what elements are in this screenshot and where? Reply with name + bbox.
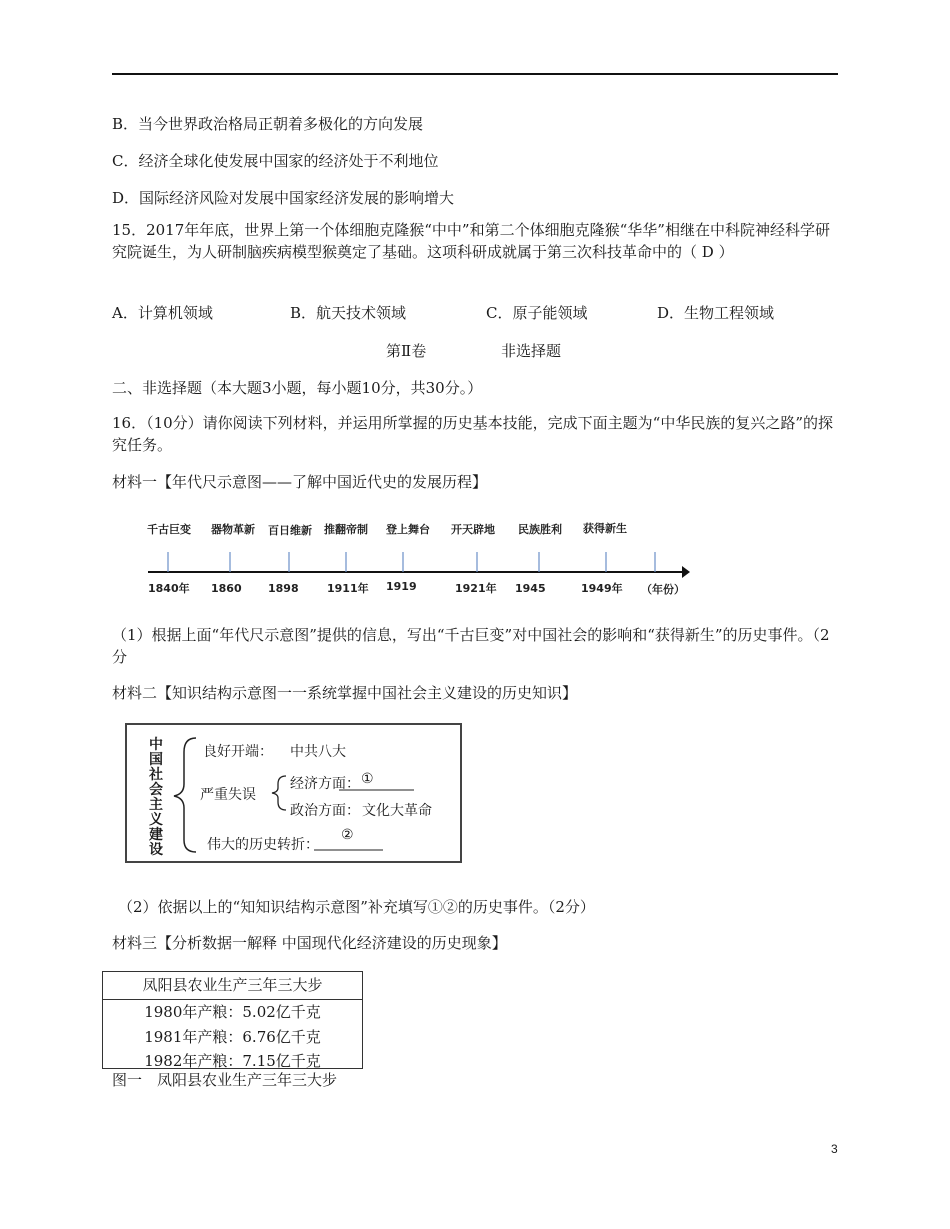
timeline-label: 百日维新	[268, 524, 312, 537]
material-3-heading: 材料三【分析数据一解释 中国现代化经济建设的历史现象】	[112, 934, 507, 952]
timeline-label: 器物革新	[211, 523, 255, 536]
timeline-year: 1921年	[455, 582, 497, 595]
timeline-label: 推翻帝制	[324, 523, 368, 536]
option-b: B．当今世界政治格局正朝着多极化的方向发展	[112, 115, 424, 133]
sub-question-2: （2）依据以上的“知知识结构示意图”补充填写①②的历史事件。（2分）	[118, 898, 595, 916]
volume-title: 非选择题	[501, 342, 562, 360]
good-start-value: 中共八大	[290, 744, 346, 760]
political-value: 文化大革命	[362, 803, 432, 819]
turning-blank: ②	[341, 827, 354, 843]
grain-table-title: 凤阳县农业生产三年三大步	[103, 972, 362, 1000]
timeline-label: 获得新生	[583, 522, 627, 535]
material-2-heading: 材料二【知识结构示意图一一系统掌握中国社会主义建设的历史知识】	[112, 684, 578, 702]
turning-point-label: 伟大的历史转折：	[207, 837, 319, 853]
good-start-label: 良好开端：	[203, 744, 273, 760]
timeline-year: 1949年	[581, 582, 623, 595]
timeline-unit: （年份）	[641, 583, 685, 596]
grain-table	[102, 971, 363, 1069]
political-label: 政治方面：	[290, 803, 360, 819]
option-d: D．国际经济风险对发展中国家经济发展的影响增大	[112, 189, 455, 207]
serious-error-label: 严重失误	[200, 787, 256, 803]
timeline-year: 1898	[268, 582, 299, 595]
q15-option-d: D．生物工程领域	[657, 304, 775, 322]
q15-option-a: A．计算机领域	[112, 304, 213, 322]
timeline-year: 1945	[515, 582, 546, 595]
diagram-root-label: 中国社会主义建设	[149, 737, 163, 858]
volume-part: 第Ⅱ卷	[386, 342, 427, 360]
q15-option-b: B．航天技术领域	[290, 304, 407, 322]
timeline-year: 1860	[211, 582, 242, 595]
question-16-intro: 16．（10分）请你阅读下列材料，并运用所掌握的历史基本技能，完成下面主题为“中华民族的复兴之路”的探究任务。	[112, 414, 834, 454]
grain-table-row: 1981年产粮：6.76亿千克	[144, 1028, 321, 1046]
sub-brace-icon	[272, 776, 286, 810]
page-number: 3	[831, 1142, 838, 1156]
section-2-heading: 二、非选择题（本大题3小题，每小题10分，共30分。）	[112, 379, 483, 397]
timeline-label: 千古巨变	[147, 523, 191, 536]
question-15: 15．2017年年底，世界上第一个体细胞克隆猴“中中”和第二个体细胞克隆猴“华华”相继在中科院神经科学研究院诞生，为人研制脑疾病模型猴奠定了基础。这项科研成就属于第三次科技革命中的（ D ）	[112, 221, 830, 261]
grain-table-row: 1982年产粮：7.15亿千克	[144, 1052, 321, 1070]
timeline-label: 登上舞台	[386, 523, 430, 536]
economic-blank: ①	[361, 771, 374, 787]
timeline-year: 1840年	[148, 582, 190, 595]
economic-label: 经济方面：	[290, 776, 360, 792]
q15-option-c: C．原子能领域	[486, 304, 588, 322]
timeline-year: 1911年	[327, 582, 369, 595]
sub-question-1: （1）根据上面“年代尺示意图”提供的信息，写出“千古巨变”对中国社会的影响和“获得新生”的历史事件。（2分	[112, 626, 830, 666]
timeline-label: 开天辟地	[451, 523, 495, 536]
timeline-year: 1919	[386, 580, 417, 593]
timeline-label: 民族胜利	[518, 523, 562, 536]
figure-caption: 图一 凤阳县农业生产三年三大步	[112, 1071, 338, 1089]
main-brace-icon	[174, 738, 196, 852]
grain-table-row: 1980年产粮：5.02亿千克	[144, 1003, 321, 1021]
option-c: C．经济全球化使发展中国家的经济处于不利地位	[112, 152, 439, 170]
material-1-heading: 材料一【年代尺示意图——了解中国近代史的发展历程】	[112, 473, 488, 491]
